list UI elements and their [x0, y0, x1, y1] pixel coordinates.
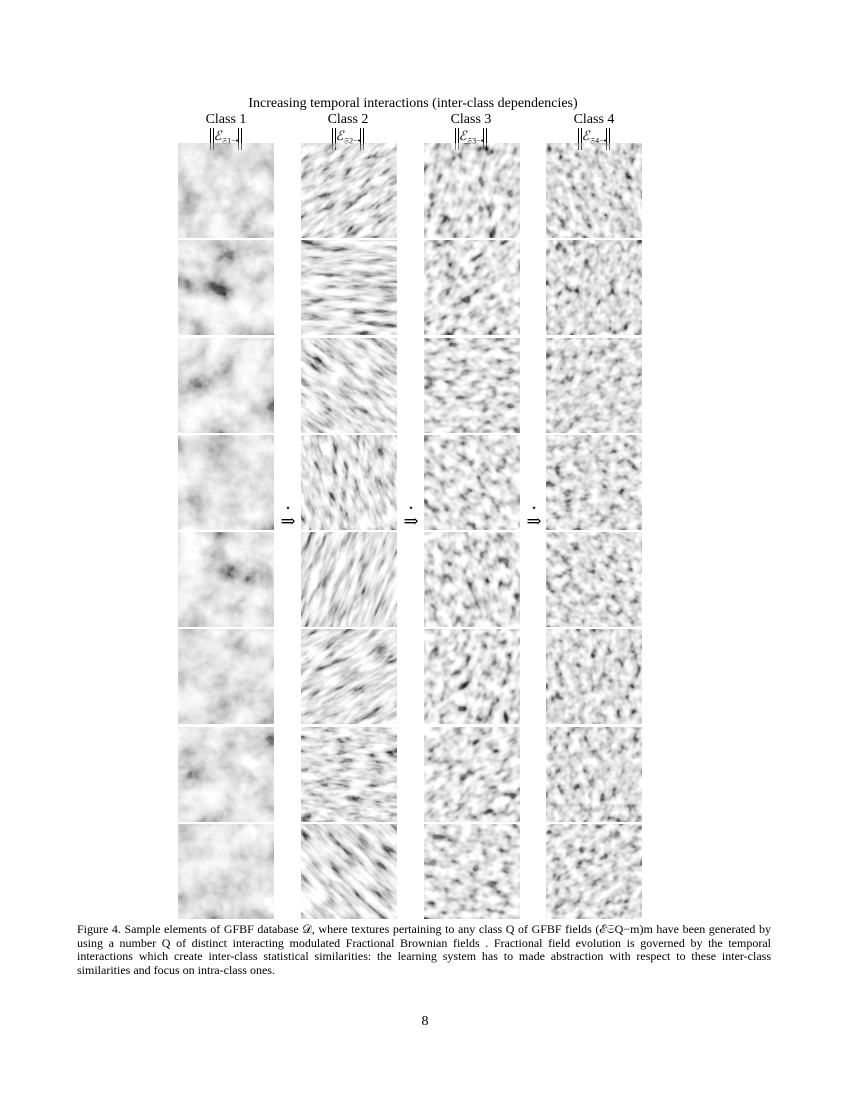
- texture-sample-class-2-row-4: [301, 435, 397, 530]
- texture-sample-class-3-row-4: [424, 435, 520, 530]
- column-label: Class 2: [327, 112, 369, 127]
- texture-sample-class-4-row-6: [546, 629, 642, 724]
- star-icon: ⋆: [407, 503, 415, 514]
- page-number: 8: [421, 1014, 429, 1029]
- texture-sample-class-3-row-6: [424, 629, 520, 724]
- column-symbol: ℰ$_{𝔖3-•}$: [455, 128, 488, 150]
- texture-sample-class-4-row-3: [546, 338, 642, 433]
- column-label: Class 1: [205, 112, 247, 127]
- texture-sample-class-1-row-3: [178, 338, 274, 433]
- implies-arrow-icon: ⇒: [280, 511, 296, 531]
- texture-sample-class-4-row-7: [546, 727, 642, 822]
- texture-sample-class-1-row-6: [178, 629, 274, 724]
- texture-sample-class-4-row-8: [546, 824, 642, 919]
- column-symbol: ℰ$_{𝔖2-•}$: [332, 128, 365, 150]
- texture-sample-class-1-row-1: [178, 143, 274, 238]
- figure-title: Increasing temporal interactions (inter-class dependencies): [248, 96, 578, 111]
- arrow-class-1-to-2: [278, 503, 298, 531]
- texture-sample-class-3-row-7: [424, 727, 520, 822]
- texture-sample-class-1-row-2: [178, 240, 274, 335]
- texture-sample-class-2-row-8: [301, 824, 397, 919]
- texture-sample-class-1-row-8: [178, 824, 274, 919]
- texture-sample-class-4-row-2: [546, 240, 642, 335]
- star-icon: ⋆: [530, 503, 538, 514]
- texture-sample-class-3-row-5: [424, 532, 520, 627]
- column-label: Class 3: [450, 112, 492, 127]
- texture-sample-class-2-row-5: [301, 532, 397, 627]
- texture-sample-class-1-row-5: [178, 532, 274, 627]
- texture-sample-class-3-row-2: [424, 240, 520, 335]
- texture-sample-class-3-row-3: [424, 338, 520, 433]
- implies-arrow-icon: ⇒: [526, 511, 542, 531]
- column-symbol: ℰ$_{𝔖1-•}$: [210, 128, 243, 150]
- texture-sample-class-2-row-3: [301, 338, 397, 433]
- star-icon: ⋆: [284, 503, 292, 514]
- texture-sample-class-3-row-1: [424, 143, 520, 238]
- texture-sample-class-1-row-4: [178, 435, 274, 530]
- column-label: Class 4: [573, 112, 615, 127]
- column-symbol: ℰ$_{𝔖4-•}$: [578, 128, 611, 150]
- texture-sample-class-3-row-8: [424, 824, 520, 919]
- arrow-class-2-to-3: [401, 503, 421, 531]
- texture-sample-class-4-row-5: [546, 532, 642, 627]
- figure-caption: Figure 4. Sample elements of GFBF database 𝒟, where textures pertaining to any class Q of GFBF fields (ℰ𝔖Q−m)m have been generated by using a number Q of distinct interacting modulated Fractional Brownian fields . Fractional field evolution is governed by the temporal interactions which create inter-class statistical similarities: the learning system has to made abstraction with respect to these inter-class similarities and focus on intra-class ones.: [77, 922, 771, 977]
- texture-sample-class-2-row-2: [301, 240, 397, 335]
- texture-sample-class-4-row-4: [546, 435, 642, 530]
- texture-sample-class-2-row-1: [301, 143, 397, 238]
- texture-sample-class-2-row-7: [301, 727, 397, 822]
- texture-sample-class-4-row-1: [546, 143, 642, 238]
- arrow-class-3-to-4: [524, 503, 544, 531]
- texture-sample-class-2-row-6: [301, 629, 397, 724]
- implies-arrow-icon: ⇒: [403, 511, 419, 531]
- texture-sample-class-1-row-7: [178, 727, 274, 822]
